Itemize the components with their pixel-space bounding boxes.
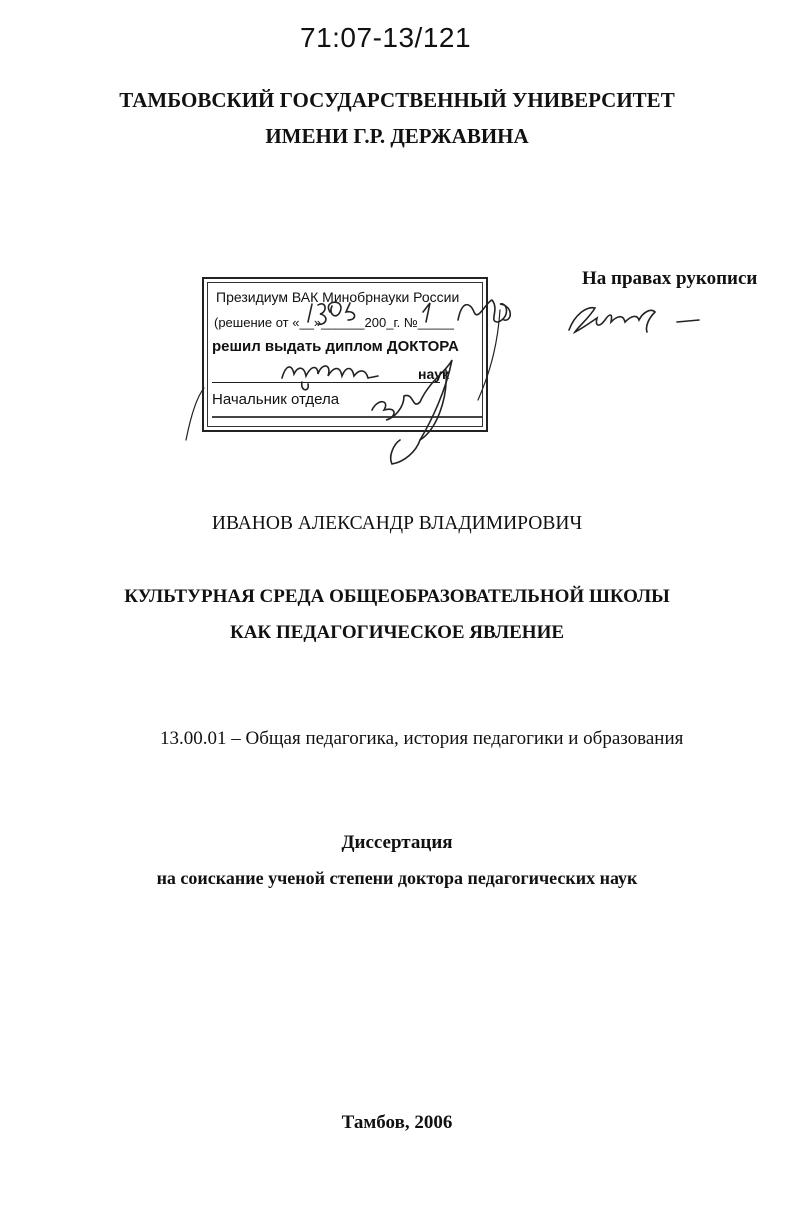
stamp-line-science: наук (418, 366, 450, 382)
dissertation-title-line2: КАК ПЕДАГОГИЧЕСКОЕ ЯВЛЕНИЕ (229, 622, 565, 643)
university-name: ТАМБОВСКИЙ ГОСУДАРСТВЕННЫЙ УНИВЕРСИТЕТ (119, 88, 675, 112)
city-year: Тамбов, 2006 (341, 1112, 453, 1133)
stamp-line-head: Начальник отдела (212, 391, 340, 408)
degree-line: на соискание ученой степени доктора педагогических наук (156, 868, 638, 888)
stamp-line-diploma: решил выдать диплом ДОКТОРА (212, 338, 459, 355)
author-name: ИВАНОВ АЛЕКСАНДР ВЛАДИМИРОВИЧ (211, 513, 583, 534)
manuscript-rights: На правах рукописи (582, 268, 758, 289)
university-name-line2: ИМЕНИ Г.Р. ДЕРЖАВИНА (265, 124, 529, 148)
document-type: Диссертация (341, 832, 453, 853)
author-signature (565, 298, 705, 338)
dissertation-title: КУЛЬТУРНАЯ СРЕДА ОБЩЕОБРАЗОВАТЕЛЬНОЙ ШКОЛЫ (124, 586, 670, 607)
stamp-line-presidium: Президиум ВАК Минобрнауки России (216, 289, 460, 305)
archive-code: 71:07-13/121 (300, 22, 472, 53)
stamp-line-decision: (решение от «__»______200_г. №_____ (214, 315, 454, 330)
specialty-code: 13.00.01 – Общая педагогика, история педагогики и образования (160, 728, 684, 749)
